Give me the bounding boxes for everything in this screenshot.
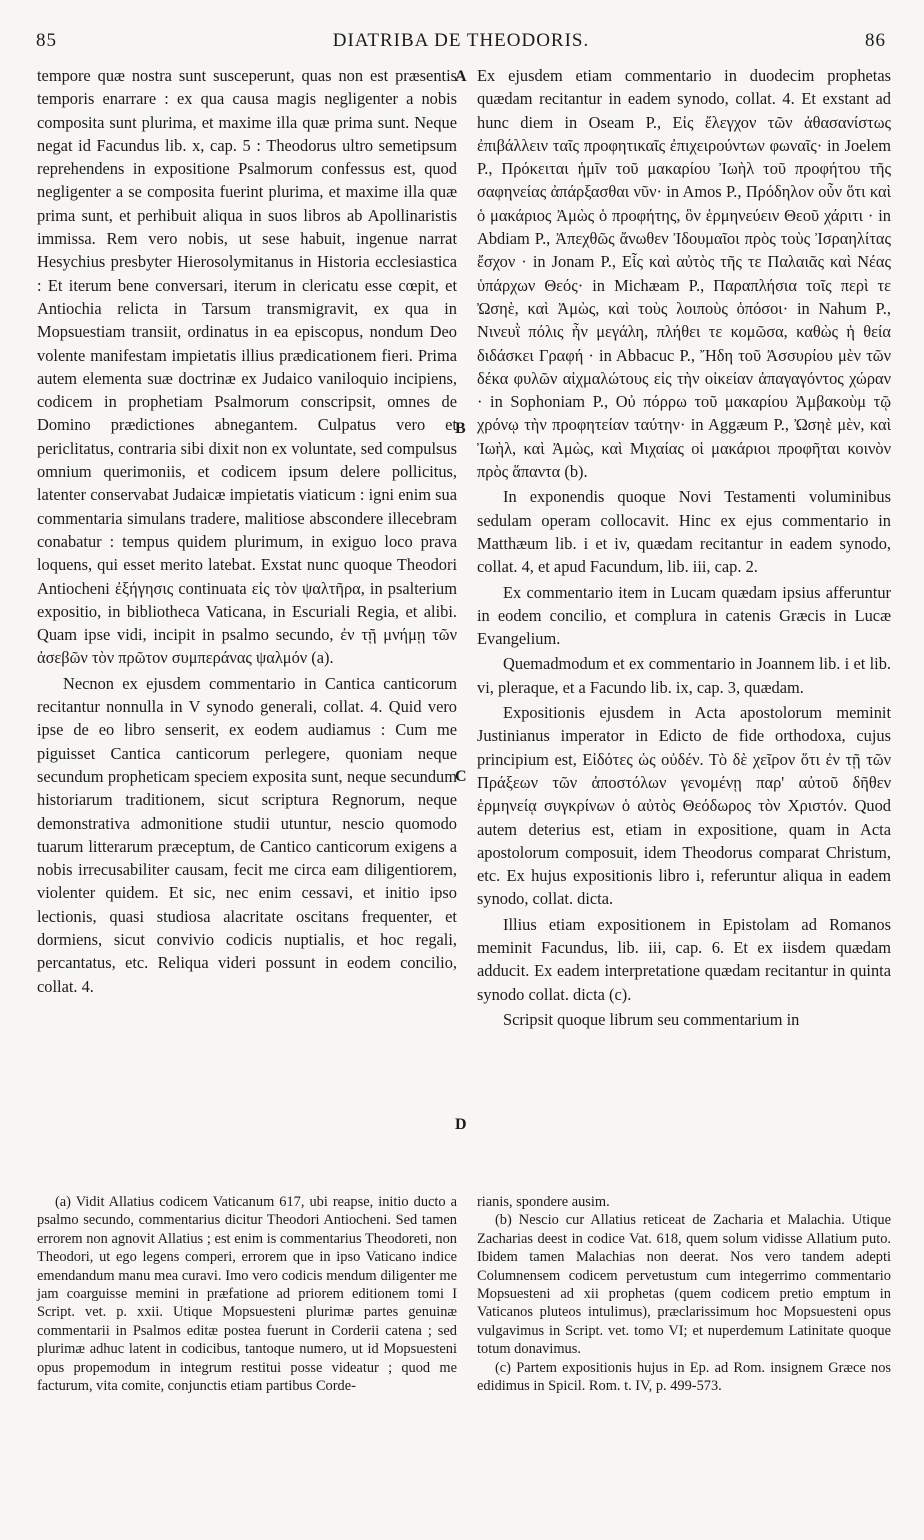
page-number-right: 86	[865, 30, 886, 51]
margin-letter-b: B	[455, 420, 466, 437]
left-column	[37, 64, 457, 998]
page-number-left: 85	[36, 30, 57, 51]
right-column	[477, 64, 891, 1031]
running-title: DIATRIBA DE THEODORIS.	[332, 30, 590, 51]
margin-letter-c: C	[455, 768, 467, 785]
footnotes-left	[37, 1193, 457, 1395]
margin-letter-d: D	[455, 1116, 467, 1133]
running-header	[30, 30, 892, 54]
margin-letter-a: A	[455, 68, 467, 85]
footnote: (b) Nescio cur Allatius reticeat de Zacharia et Malachia. Utique Zacharias deest in codice Vat. 618, quem solum vidisse Allatium puto. Ibidem tamen Malachias non deerat. Nos vero tandem adepti Columnensem codicem pervetustum cum integerrimo commentario Mopsuesteni ad xii prophetas (quem codicem pretio emptum in Vaticanos pluteos intulimus), præclarissimum hoc Mopsuesteni opus vulgavimus in Script. vet. tomo VI; et nuperdemum Latinitate quoque totum donavimus.	[477, 1212, 891, 1358]
footnote: (c) Partem expositionis hujus in Ep. ad Rom. insignem Græce nos edidimus in Spicil. Rom. t. IV, p. 499-573.	[477, 1359, 891, 1395]
paragraph: tempore quæ nostra sunt susceperunt, quas non est præsentis temporis enarrare : ex qua causa magis negligenter a nobis composita sunt plurima, et maxime illa quæ prima sunt. Neque negat id Facundus lib. x, cap. 5 : Theodorus ultro semetipsum reprehendens in expositione Psalmorum confessus est, quod negligenter a se composita fuerint plurima, et maxime illa quæ prima sunt, et perhibuit aliqua in suos libros ab Apollinaristis immissa. Rem vero nobis, ut sese habuit, ingenue narrat Hesychius presbyter Hierosolymitanus in Historia ecclesiastica : Et iterum bene conversari, iterum in clericatu esse cœpit, et Antiochia relicta in Tarsum transmigravit, ex qua in Mopsuestiam transiit, ordinatus in ea episcopus, nondum Deo volente manifestam impietatis illius prædicationem fieri. Prima autem elementa suæ doctrinæ ex Judaico vaniloquio incipiens, codicem in prophetiam Psalmorum conscripsit, omnes de Domino prædictiones abnegantem. Culpatus vero et periclitatus, contraria sibi dixit non ex voluntate, sed compulsus omnium querimoniis, et codicem ipsum delere pollicitus, latenter conservabat Judaicæ impietatis viaticum : igni enim sua commentaria simulans tradere, malitiose abscondere illecebram conabatur : tempus quidem plurimum, in exiguo loco prava loquens, qui esset merito latebat. Exstat nunc quoque Theodori Antiocheni ἐξήγησις continuata εἰς τὸν ψαλτῆρα, in psalterium expositio, in bibliotheca Vaticana, in Escuriali Regia, et alibi. Quam ipse vidi, incipit in psalmo secundo, ἐν τῇ μνήμῃ τῶν ἀσεβῶν τὸν πρῶτον συμπεράνας ψαλμόν (a).	[37, 66, 457, 668]
paragraph: Illius etiam expositionem in Epistolam ad Romanos meminit Facundus, lib. iii, cap. 6. Et ex iisdem quædam adducit. Ex eadem interpretatione quædam recitantur in quinta synodo collat. dicta (c).	[477, 914, 891, 1004]
paragraph: Scripsit quoque librum seu commentarium in	[503, 1009, 800, 1029]
paragraph: Quemadmodum et ex commentario in Joannem lib. i et lib. vi, pleraque, et a Facundo lib. ix, cap. 3, quædam.	[477, 654, 891, 697]
footnote-continuation: rianis, spondere ausim.	[477, 1194, 610, 1210]
footnote: (a) Vidit Allatius codicem Vaticanum 617, ubi reapse, initio ducto a psalmo secundo, commentarius dicitur Theodori Antiocheni. Sed tamen errorem non agnovit Allatius ; est enim is commentarius Theodoreti, non Theodori, ut ego legens comperi, errorem que in ipso Vaticano indice emendandum manu mea curavi. Imo vero codicis mendum diligenter me jam coarguisse memini in præfatione ad priorem editionem tomi I Script. vet. p. xxii. Utique Mopsuesteni plurimæ partes genuinæ commentarii in Psalmos editæ postea fuerunt in Corderii catena ; sed plurimæ adhuc latent in codicibus, tantoque numero, ut id Mopsuesteni opus propemodum in integrum restitui posse videatur ; quod me facturum, vita comite, conjunctis etiam partibus Corde-	[37, 1194, 457, 1395]
paragraph: Ex commentario item in Lucam quædam ipsius afferuntur in eodem concilio, et complura in catenis Græcis in Lucæ Evangelium.	[477, 582, 891, 649]
paragraph: In exponendis quoque Novi Testamenti voluminibus sedulam operam collocavit. Hinc ex ejus commentario in Matthæum lib. i et iv, quædam recitantur in eadem synodo, collat. 4, et apud Facundum, lib. iii, cap. 2.	[477, 487, 891, 577]
paragraph: Expositionis ejusdem in Acta apostolorum meminit Justinianus imperator in Edicto de fide orthodoxa, cujus principium est, Εἰδότες ὡς οὐδέν. Τὸ δὲ χεῖρον ὅτι ἐν τῇ τῶν Πράξεων τῶν ἀποστόλων γενομένῃ παρ' αὐτοῦ δῆθεν ἑρμηνείᾳ συγκρίνων ὁ αὐτὸς Θεόδωρος τὸν Χριστόν. Quod autem deterius est, etiam in expositione, quam in Acta apostolorum composuit, idem Theodorus comparat Christum, etc. Ex hujus expositionis libro i, referuntur aliqua in eadem synodo, collat. dicta.	[477, 703, 891, 909]
footnotes-right	[477, 1193, 891, 1395]
paragraph: Necnon ex ejusdem commentario in Cantica canticorum recitantur nonnulla in V synodo generali, collat. 4. Quid vero ipse de eo libro senserit, ex eodem audiamus : Cum me piguisset Cantica canticorum perlegere, quoniam neque secundum propheticam speciem exposita sunt, neque secundum historiarum traditionem, sicut scriptura Regnorum, neque demonstrativa admonitione studii utuntur, nescio quomodo tuarum litterarum præceptum, de Cantico canticorum exigens a nobis irrecusabiliter causam, fecit me circa eam diligentiorem, violenter quidem. Et sic, nec enim cessavi, et initio ipso lectionis, quasi studiosa alacritate oscitans frequenter, et dormiens, sicut convivio codicis nuptialis, et hoc regali, percantatus, etc. Reliqua videri possunt in eodem concilio, collat. 4.	[37, 673, 457, 996]
paragraph: Ex ejusdem etiam commentario in duodecim prophetas quædam recitantur in eadem synodo, collat. 4. Et exstant ad hunc diem in Oseam P., Εἰς ἔλεγχον τῶν ἀθασανίστως ἐπιβάλλειν ταῖς προφητικαῖς ἐπιχειρούντων φωναῖς· in Joelem P., Πρόκειται ἡμῖν τοῦ μακαρίου Ἰωὴλ τοῦ προφήτου τῆς σαφηνείας ἀπάρξασθαι νῦν· in Amos P., Πρόδηλον οὖν ὅτι καὶ ὁ μακάριος Ἀμὼς ὁ προφήτης, ὃν ἑρμηνεύειν Θεοῦ χάριτι · in Abdiam P., Ἀπεχθῶς ἄνωθεν Ἰδουμαῖοι πρὸς τοὺς Ἰσραηλίτας ἔσχον · in Jonam P., Εἷς καὶ αὐτὸς τῆς τε Παλαιᾶς καὶ Νέας ὑπάρχων Θεός· in Michæam P., Παραπλήσια τοῖς περὶ τε Ὠσηὲ, καὶ Ἀμὼς, καὶ τοὺς λοιποὺς ὁπόσοι· in Nahum P., Νινευῒ πόλις ἦν μεγάλη, πλήθει τε κομῶσα, καθὼς ἡ θεία διδάσκει Γραφή · in Abbacuc P., Ἤδη τοῦ Ἀσσυρίου μὲν τῶν δέκα φυλῶν αἰχμαλώτους εἰς τὴν οἰκείαν ἀπαγαγόντος χώραν · in Sophoniam P., Οὐ πόρρω τοῦ μακαρίου Ἀμβακοὺμ τῷ χρόνῳ τὴν προφητείαν ταύτην· in Aggæum P., Ὠσηὲ μὲν, καὶ Ἰωὴλ, καὶ Ἀμὼς, καὶ Μιχαίας οἱ μακάριοι προφῆται κοινὸν πρὸς ἅπαντα (b).	[477, 66, 891, 482]
